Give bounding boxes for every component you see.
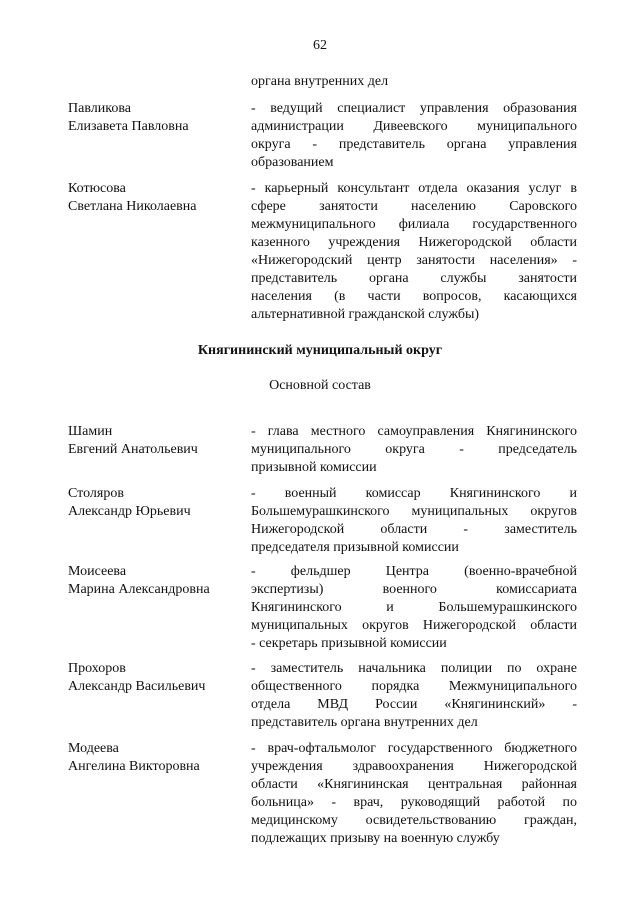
member-given-names: Александр Юрьевич bbox=[68, 504, 191, 519]
member-name bbox=[68, 485, 238, 521]
role-line: межмуниципального филиала государственного bbox=[251, 217, 577, 232]
role-line: учреждения здравоохранения Нижегородской bbox=[251, 759, 577, 774]
role-line: председателя призывной комиссии bbox=[251, 540, 459, 555]
member-role bbox=[251, 660, 577, 732]
member-given-names: Елизавета Павловна bbox=[68, 119, 189, 134]
role-line: представитель органа службы занятости bbox=[251, 271, 577, 286]
role-line: - военный комиссар Княгининского и bbox=[251, 486, 577, 501]
role-line: муниципального округа - председатель bbox=[251, 442, 577, 457]
member-given-names: Светлана Николаевна bbox=[68, 199, 197, 214]
role-line: муниципальных округов Нижегородской области bbox=[251, 618, 577, 633]
role-line: призывной комиссии bbox=[251, 460, 377, 475]
member-surname: Столяров bbox=[68, 486, 124, 501]
role-line: больница» - врач, руководящий работой по bbox=[251, 795, 577, 810]
member-surname: Павликова bbox=[68, 101, 131, 116]
role-line: медицинскому освидетельствованию граждан, bbox=[251, 813, 577, 828]
role-line: альтернативной гражданской службы) bbox=[251, 307, 480, 322]
role-line: Княгининского и Большемурашкинского bbox=[251, 600, 577, 615]
role-line: Нижегородской области - заместитель bbox=[251, 522, 577, 537]
member-surname: Шамин bbox=[68, 424, 113, 439]
member-surname: Моисеева bbox=[68, 564, 127, 579]
role-line: - глава местного самоуправления Княгининского bbox=[251, 424, 577, 439]
role-line: - секретарь призывной комиссии bbox=[251, 636, 447, 651]
member-role bbox=[251, 485, 577, 557]
member-name bbox=[68, 423, 238, 459]
role-line: - фельдшер Центра (военно-врачебной bbox=[251, 564, 577, 579]
member-name bbox=[68, 563, 238, 599]
role-line: отдела МВД России «Княгининский» - bbox=[251, 697, 577, 712]
page-number: 62 bbox=[313, 38, 327, 53]
role-line: населения (в части вопросов, касающихся bbox=[251, 289, 577, 304]
role-line: представитель органа внутренних дел bbox=[251, 715, 478, 730]
role-line: - карьерный консультант отдела оказания услуг в bbox=[251, 181, 577, 196]
member-given-names: Александр Васильевич bbox=[68, 679, 206, 694]
role-line: - врач-офтальмолог государственного бюджетного bbox=[251, 741, 577, 756]
role-line: Большемурашкинского муниципальных округов bbox=[251, 504, 577, 519]
role-line: области «Княгининская центральная районная bbox=[251, 777, 577, 792]
continuation-text: органа внутренних дел bbox=[251, 74, 389, 89]
role-line: казенного учреждения Нижегородской области bbox=[251, 235, 577, 250]
role-line: администрации Дивеевского муниципального bbox=[251, 119, 577, 134]
role-line: подлежащих призыву на военную службу bbox=[251, 831, 500, 846]
member-role bbox=[251, 563, 577, 653]
section-title: Княгининский муниципальный округ bbox=[197, 343, 443, 358]
role-line: экспертизы) военного комиссариата bbox=[251, 582, 577, 597]
member-role bbox=[251, 180, 577, 324]
member-name bbox=[68, 100, 238, 136]
member-given-names: Ангелина Викторовна bbox=[68, 759, 200, 774]
role-line: - ведущий специалист управления образования bbox=[251, 101, 577, 116]
member-role bbox=[251, 100, 577, 172]
member-role bbox=[251, 740, 577, 848]
member-surname: Модеева bbox=[68, 741, 119, 756]
role-line: округа - представитель органа управления bbox=[251, 137, 577, 152]
section-subtitle: Основной состав bbox=[269, 378, 371, 393]
role-line: общественного порядка Межмуниципального bbox=[251, 679, 577, 694]
member-given-names: Марина Александровна bbox=[68, 582, 210, 597]
role-line: образованием bbox=[251, 155, 334, 170]
member-name bbox=[68, 660, 238, 696]
member-name bbox=[68, 180, 238, 216]
member-surname: Котюсова bbox=[68, 181, 126, 196]
role-line: - заместитель начальника полиции по охране bbox=[251, 661, 577, 676]
role-line: «Нижегородский центр занятости населения» - bbox=[251, 253, 577, 268]
role-line: сфере занятости населению Саровского bbox=[251, 199, 577, 214]
member-given-names: Евгений Анатольевич bbox=[68, 442, 198, 457]
member-role bbox=[251, 423, 577, 477]
member-name bbox=[68, 740, 238, 776]
member-surname: Прохоров bbox=[68, 661, 126, 676]
